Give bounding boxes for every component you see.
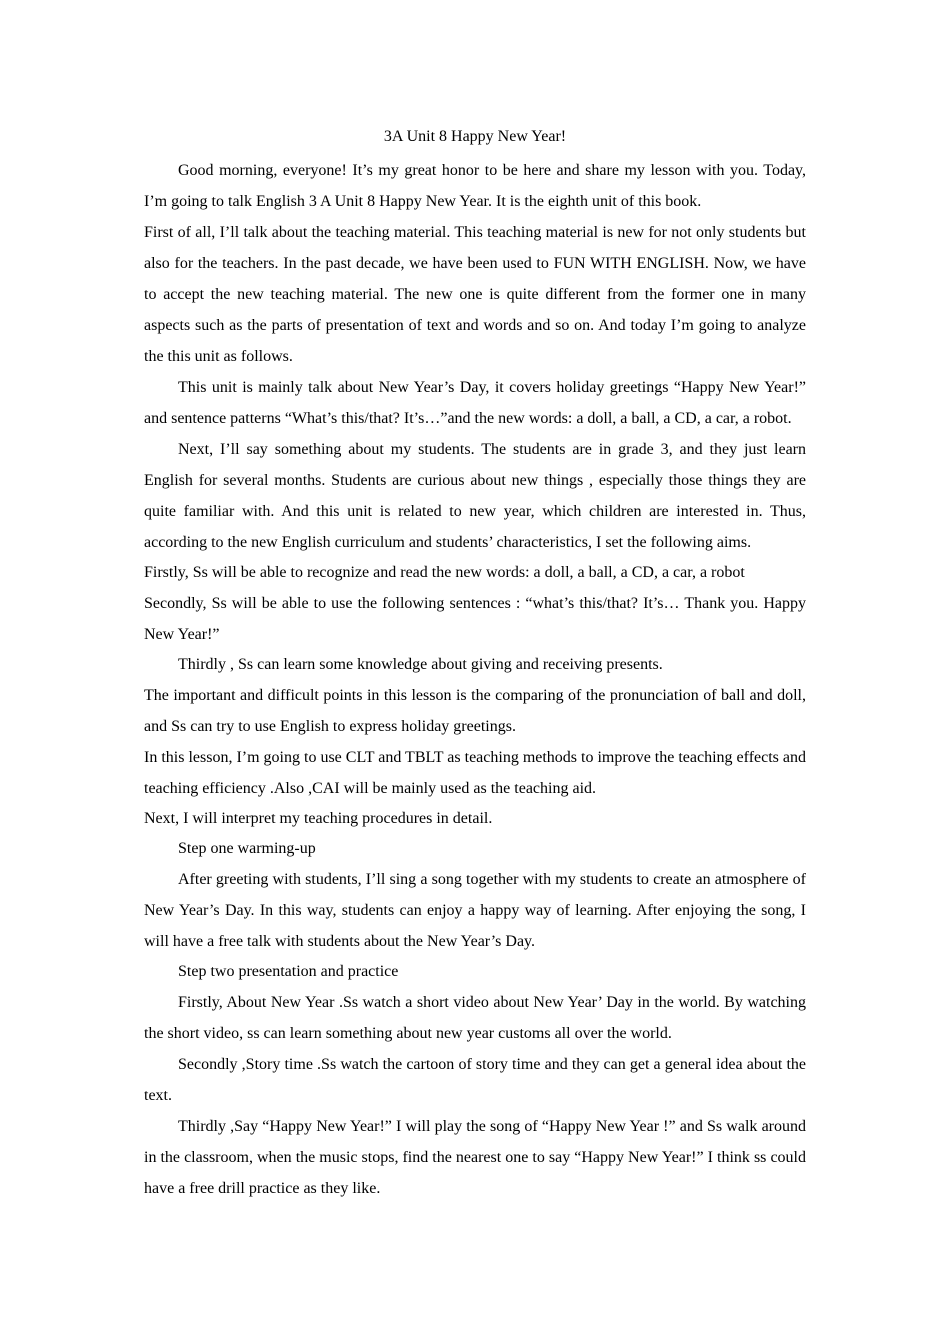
heading-step-one: Step one warming-up [178,840,316,857]
paragraph-warming-up: After greeting with students, I’ll sing a song together with my students to create an atmosphere of New Year’s Day. In this way, students can enjoy a happy way of learning. After enjoying the song, I will have a free talk with students about the New Year’s Day. [144,871,806,950]
paragraph-procedures-intro: Next, I will interpret my teaching procedures in detail. [144,810,493,827]
paragraph-aim-three: Thirdly , Ss can learn some knowledge about giving and receiving presents. [178,656,663,673]
heading-step-two: Step two presentation and practice [178,963,399,980]
paragraph-teaching-material: First of all, I’ll talk about the teaching material. This teaching material is new for not only students but also for the teachers. In the past decade, we have been used to FUN WITH ENGLISH. Now, we have to accept the new teaching material. The new one is quite different from the former one in many aspects such as the parts of presentation of text and words and so on. And today I’m going to analyze the this unit as follows. [144,224,806,365]
document-body [144,125,806,1204]
document-title: 3A Unit 8 Happy New Year! [383,128,567,145]
paragraph-key-points: The important and difficult points in this lesson is the comparing of the pronunciation of ball and doll, and Ss can try to use English to express holiday greetings. [144,687,806,735]
paragraph-methods: In this lesson, I’m going to use CLT and TBLT as teaching methods to improve the teaching effects and teaching efficiency .Also ,CAI will be mainly used as the teaching aid. [144,749,806,797]
paragraph-video: Firstly, About New Year .Ss watch a short video about New Year’ Day in the world. By watching the short video, ss can learn something about new year customs all over the world. [144,994,806,1042]
paragraph-students: Next, I’ll say something about my students. The students are in grade 3, and they just learn English for several months. Students are curious about new things , especially those things they are quite familiar with. And this unit is related to new year, which children are interested in. Thus, according to the new English curriculum and students’ characteristics, I set the following aims. [144,441,806,551]
paragraph-story-time: Secondly ,Story time .Ss watch the cartoon of story time and they can get a general idea about the text. [144,1056,806,1104]
paragraph-say-happy-new-year: Thirdly ,Say “Happy New Year!” I will play the song of “Happy New Year !” and Ss walk around in the classroom, when the music stops, find the nearest one to say “Happy New Year!” I think ss could have a free drill practice as they like. [144,1118,806,1197]
paragraph-aim-two: Secondly, Ss will be able to use the following sentences : “what’s this/that? It’s… Thank you. Happy New Year!” [144,595,806,643]
paragraph-intro: Good morning, everyone! It’s my great honor to be here and share my lesson with you. Today, I’m going to talk English 3 A Unit 8 Happy New Year. It is the eighth unit of this book. [144,162,806,210]
paragraph-aim-one: Firstly, Ss will be able to recognize and read the new words: a doll, a ball, a CD, a car, a robot [144,564,745,581]
paragraph-unit-content: This unit is mainly talk about New Year’s Day, it covers holiday greetings “Happy New Year!” and sentence patterns “What’s this/that? It’s…”and the new words: a doll, a ball, a CD, a car, a robot. [144,379,806,427]
